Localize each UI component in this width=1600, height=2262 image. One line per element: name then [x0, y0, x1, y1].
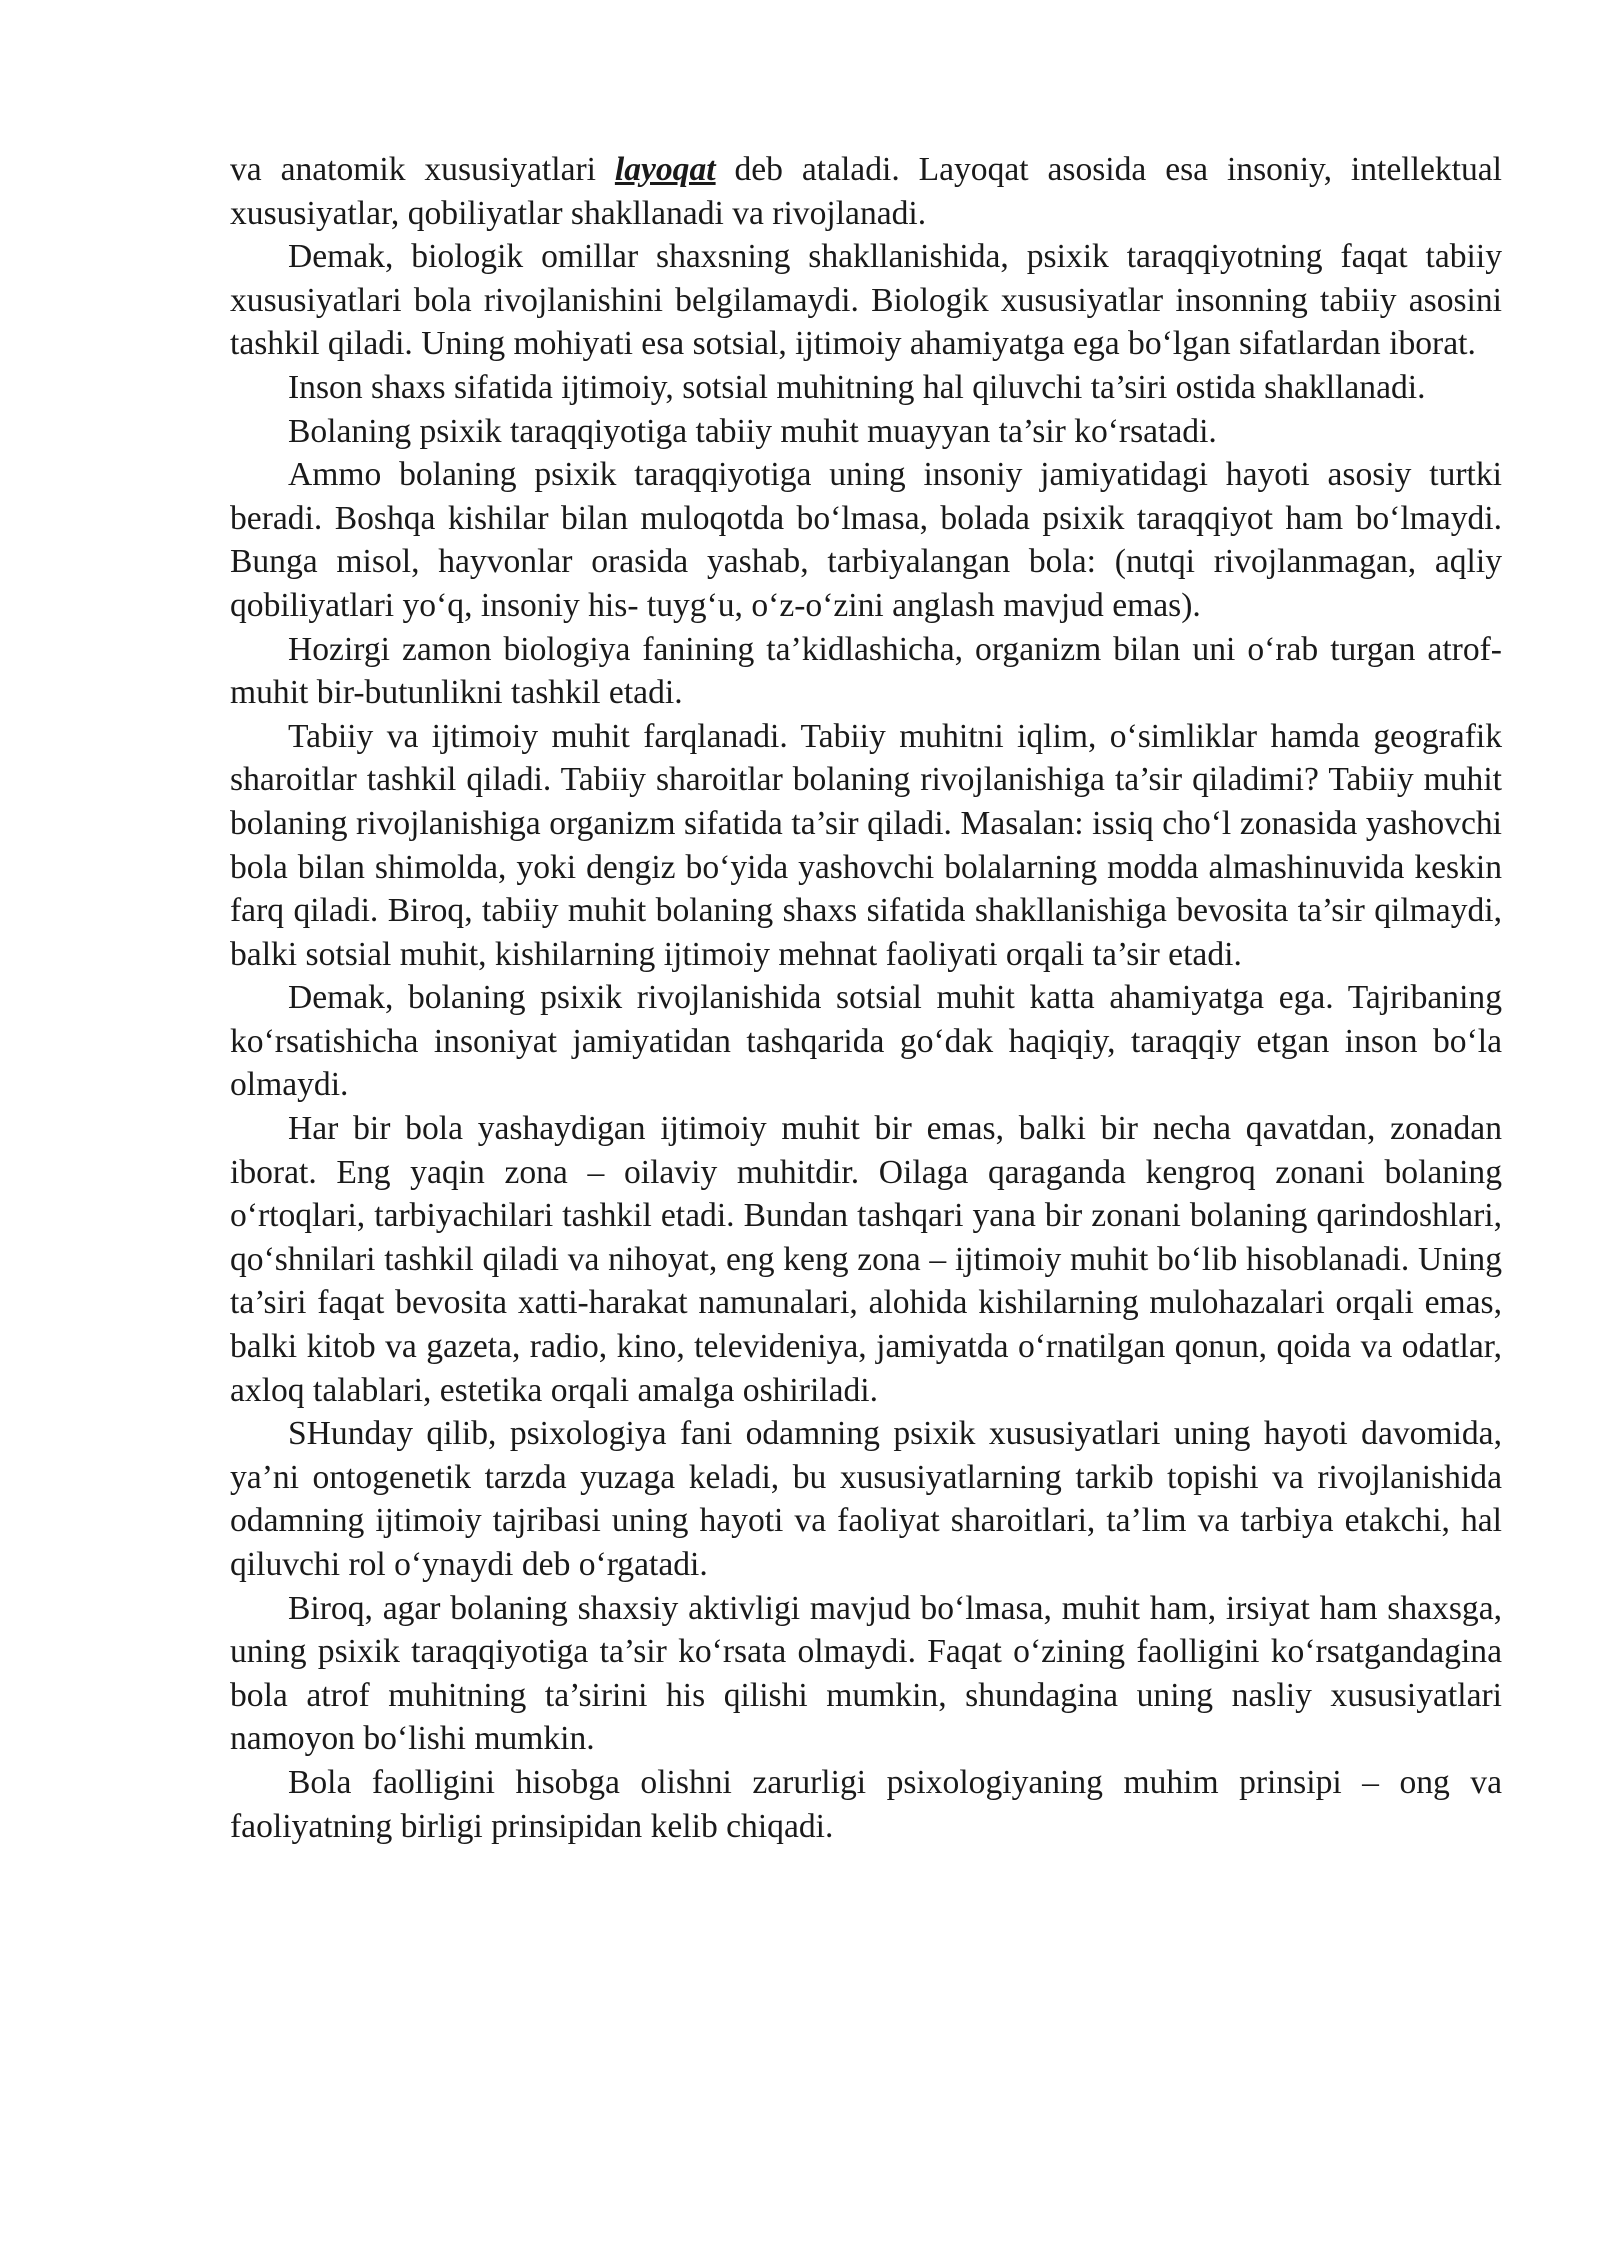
intro-text-before: va anatomik xususiyatlari	[230, 151, 615, 188]
paragraph: Bolaning psixik taraqqiyotiga tabiiy muhit muayyan ta’sir ko‘rsatadi.	[288, 412, 1217, 450]
document-page	[230, 148, 1502, 1848]
intro-paragraph	[230, 148, 1502, 235]
paragraph: Tabiiy va ijtimoiy muhit farqlanadi. Tabiiy muhitni iqlim, o‘simliklar hamda geografik sharoitlar tashkil qiladi. Tabiiy sharoitlar bolaning rivojlanishiga ta’sir qiladimi? Tabiiy muhit bolaning rivojlanishiga organizm sifatida ta’sir qiladi. Masalan: issiq cho‘l zonasida yashovchi bola bilan shimolda, yoki dengiz bo‘yida yashovchi bolalarning modda almashinuvida keskin farq qiladi. Biroq, tabiiy muhit bolaning shaxs sifatida shakllanishiga bevosita ta’sir qilmaydi, balki sotsial muhit, kishilarning ijtimoiy mehnat faoliyati orqali ta’sir etadi.	[230, 717, 1502, 973]
intro-text-after: deb ataladi. Layoqat asosida esa insoniy, intellektual xususiyatlar, qobiliyatlar shakllanadi va rivojlanadi.	[230, 151, 1502, 232]
paragraph: SHunday qilib, psixologiya fani odamning psixik xususiyatlari uning hayoti davomida, ya’ni ontogenetik tarzda yuzaga keladi, bu xususiyatlarning tarkib topishi va rivojlanishida odamning ijtimoiy tajribasi uning hayoti va faoliyat sharoitlari, ta’lim va tarbiya etakchi, hal qiluvchi rol o‘ynaydi deb o‘rgatadi.	[230, 1415, 1502, 1583]
paragraph: Inson shaxs sifatida ijtimoiy, sotsial muhitning hal qiluvchi ta’siri ostida shakllanadi.	[288, 368, 1426, 406]
term-layoqat: layoqat	[614, 151, 716, 188]
paragraph: Hozirgi zamon biologiya fanining ta’kidlashicha, organizm bilan uni o‘rab turgan atrof-muhit bir-butunlikni tashkil etadi.	[230, 630, 1502, 712]
paragraph: Biroq, agar bolaning shaxsiy aktivligi mavjud bo‘lmasa, muhit ham, irsiyat ham shaxsga, uning psixik taraqqiyotiga ta’sir ko‘rsata olmaydi. Faqat o‘zining faolligini ko‘rsatgandagina bola atrof muhitning ta’sirini his qilishi mumkin, shundagina uning nasliy xususiyatlari namoyon bo‘lishi mumkin.	[230, 1589, 1502, 1758]
paragraph: Ammo bolaning psixik taraqqiyotiga uning insoniy jamiyatidagi hayoti asosiy turtki beradi. Boshqa kishilar bilan muloqotda bo‘lmasa, bolada psixik taraqqiyot ham bo‘lmaydi. Bunga misol, hayvonlar orasida yashab, tarbiyalangan bola: (nutqi rivojlanmagan, aqliy qobiliyatlari yo‘q, insoniy his- tuyg‘u, o‘z-o‘zini anglash mavjud emas).	[230, 456, 1502, 624]
paragraph: Demak, bolaning psixik rivojlanishida sotsial muhit katta ahamiyatga ega. Tajribaning ko‘rsatishicha insoniyat jamiyatidan tashqarida go‘dak haqiqiy, taraqqiy etgan inson bo‘la olmaydi.	[230, 979, 1502, 1104]
paragraph: Bola faolligini hisobga olishni zarurligi psixologiyaning muhim prinsipi – ong va faoliyatning birligi prinsipidan kelib chiqadi.	[230, 1763, 1502, 1845]
paragraph: Demak, biologik omillar shaxsning shakllanishida, psixik taraqqiyotning faqat tabiiy xususiyatlari bola rivojlanishini belgilamaydi. Biologik xususiyatlar insonning tabiiy asosini tashkil qiladi. Uning mohiyati esa sotsial, ijtimoiy ahamiyatga ega bo‘lgan sifatlardan iborat.	[230, 238, 1502, 363]
paragraph: Har bir bola yashaydigan ijtimoiy muhit bir emas, balki bir necha qavatdan, zonadan iborat. Eng yaqin zona – oilaviy muhitdir. Oilaga qaraganda kengroq zonani bolaning o‘rtoqlari, tarbiyachilari tashkil etadi. Bundan tashqari yana bir zonani bolaning qarindoshlari, qo‘shnilari tashkil qiladi va nihoyat, eng keng zona – ijtimoiy muhit bo‘lib hisoblanadi. Uning ta’siri faqat bevosita xatti-harakat namunalari, alohida kishilarning mulohazalari orqali emas, balki kitob va gazeta, radio, kino, televideniya, jamiyatda o‘rnatilgan qonun, qoida va odatlar, axloq talablari, estetika orqali amalga oshiriladi.	[230, 1110, 1502, 1409]
